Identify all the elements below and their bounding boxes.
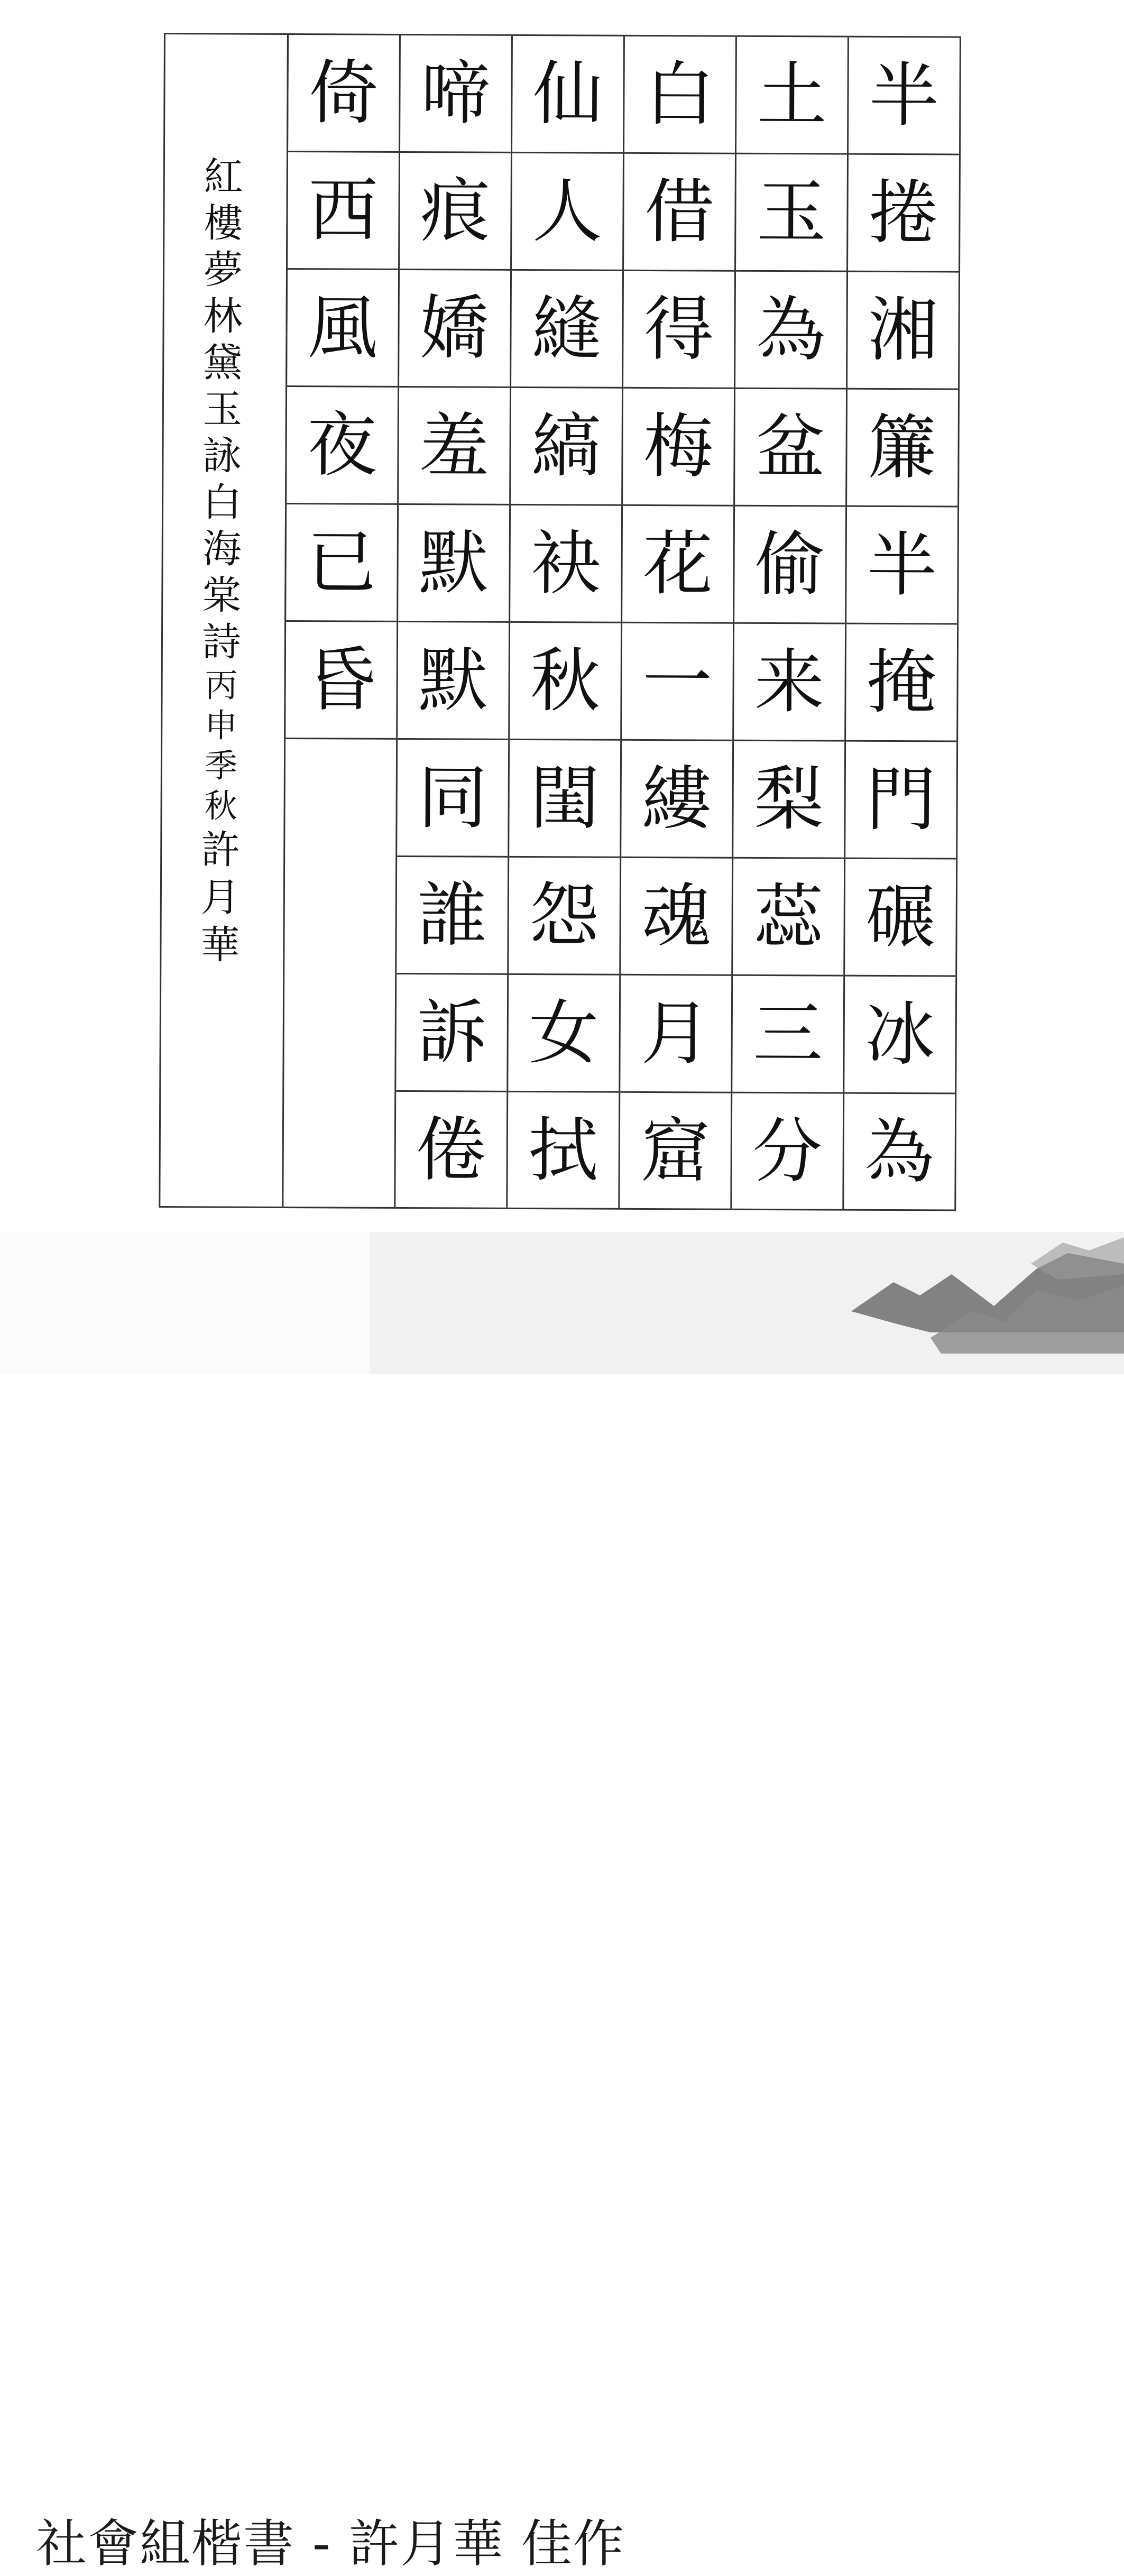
grid-cell: 玉: [736, 154, 847, 272]
grid-cell: 盆: [735, 389, 846, 507]
grid-cell: 一: [622, 623, 733, 741]
grid-column-1: [842, 38, 960, 1211]
grid-cell: 為: [735, 272, 846, 390]
grid-cell: 分: [732, 1093, 843, 1211]
mountain-landscape-decoration: [0, 1232, 1124, 1374]
grid-cell: 借: [624, 154, 735, 272]
grid-cell: 為: [844, 1094, 955, 1211]
grid-cell: 半: [846, 507, 957, 625]
grid-cell: 西: [288, 152, 399, 270]
signature-title-char: 棠: [202, 573, 242, 619]
grid-cell: 女: [508, 975, 619, 1093]
signature-title-char: 林: [203, 293, 243, 339]
grid-cell: 羞: [399, 388, 510, 505]
grid-cell: 袂: [510, 505, 621, 623]
grid-cell: 拭: [508, 1092, 619, 1210]
grid-column-3: [618, 36, 735, 1211]
grid-cell: 縷: [621, 741, 732, 859]
grid-cell: 縞: [511, 388, 622, 506]
grid-column-5: [394, 35, 511, 1210]
grid-column-6: [284, 35, 399, 740]
grid-cell: 夜: [287, 387, 398, 505]
signature-title-char: 詩: [201, 619, 242, 665]
grid-cell: 簾: [847, 390, 958, 508]
signature-date-char: 丙: [205, 666, 238, 705]
grid-cell: 秋: [510, 623, 621, 741]
signature-title-char: 黛: [203, 340, 243, 386]
grid-cell: 梅: [623, 389, 734, 507]
grid-cell: 默: [398, 505, 509, 623]
footer-banner: [0, 1232, 1124, 2573]
grid-cell: 梨: [733, 741, 844, 859]
grid-cell: 昏: [285, 622, 397, 740]
grid-cell: 三: [732, 976, 843, 1094]
grid-cell: 人: [512, 153, 623, 271]
signature-title-char: 玉: [202, 387, 243, 433]
grid-cell: 窟: [620, 1093, 731, 1211]
grid-cell: 蕊: [733, 859, 844, 977]
grid-cell: 湘: [847, 272, 959, 390]
grid-cell: 訴: [396, 974, 507, 1092]
signature-date-char: 申: [205, 706, 238, 745]
grid-cell: 仙: [512, 36, 623, 154]
grid-cell: 閨: [509, 740, 620, 858]
grid-cell: 門: [845, 742, 956, 860]
signature-title-char: 海: [202, 526, 242, 572]
grid-cell: 誰: [397, 857, 508, 975]
grid-cell: 倚: [288, 35, 399, 153]
signature-title-char: 夢: [203, 247, 243, 293]
character-grid: [165, 34, 960, 1193]
grid-cell: 半: [849, 38, 960, 155]
signature-name-char: 華: [200, 922, 240, 968]
grid-cell: 嬌: [399, 270, 510, 388]
signature-title-char: 白: [202, 480, 242, 526]
signature-name-char: 月: [200, 875, 241, 921]
signature-title-char: 詠: [202, 433, 242, 479]
grid-cell: 已: [286, 504, 397, 622]
grid-cell: 魂: [621, 858, 732, 976]
signature-title-char: 樓: [204, 200, 243, 246]
grid-cell: 風: [287, 270, 398, 388]
grid-cell: 縫: [511, 271, 622, 389]
grid-column-4: [506, 36, 623, 1210]
grid-cell: 月: [620, 976, 731, 1093]
signature-date-char: 季: [204, 746, 238, 785]
grid-cell: 倦: [395, 1092, 506, 1210]
grid-cell: 同: [397, 740, 508, 858]
grid-cell: 白: [624, 36, 735, 154]
calligraphy-sheet: [159, 33, 961, 1211]
grid-cell: 得: [623, 271, 734, 389]
caption-text: 社會組楷書 - 許月華 佳作: [36, 2514, 625, 2573]
grid-cell: 花: [622, 506, 733, 624]
signature-column: [160, 34, 283, 1207]
grid-cell: 土: [736, 37, 847, 155]
grid-cell: 怨: [509, 858, 620, 976]
grid-cell: 掩: [846, 624, 957, 742]
grid-column-2: [730, 37, 847, 1211]
grid-cell: 默: [398, 622, 509, 740]
grid-cell: 碾: [845, 859, 956, 977]
grid-cell: 来: [734, 624, 845, 742]
signature-name-char: 許: [201, 827, 241, 873]
signature-date-char: 秋: [204, 786, 237, 825]
grid-cell: 偷: [734, 507, 845, 624]
signature-title-char: 紅: [204, 154, 243, 200]
grid-cell: 冰: [844, 977, 955, 1094]
grid-cell: 啼: [400, 35, 511, 153]
grid-cell: 捲: [848, 155, 959, 273]
grid-cell: 痕: [400, 153, 511, 271]
